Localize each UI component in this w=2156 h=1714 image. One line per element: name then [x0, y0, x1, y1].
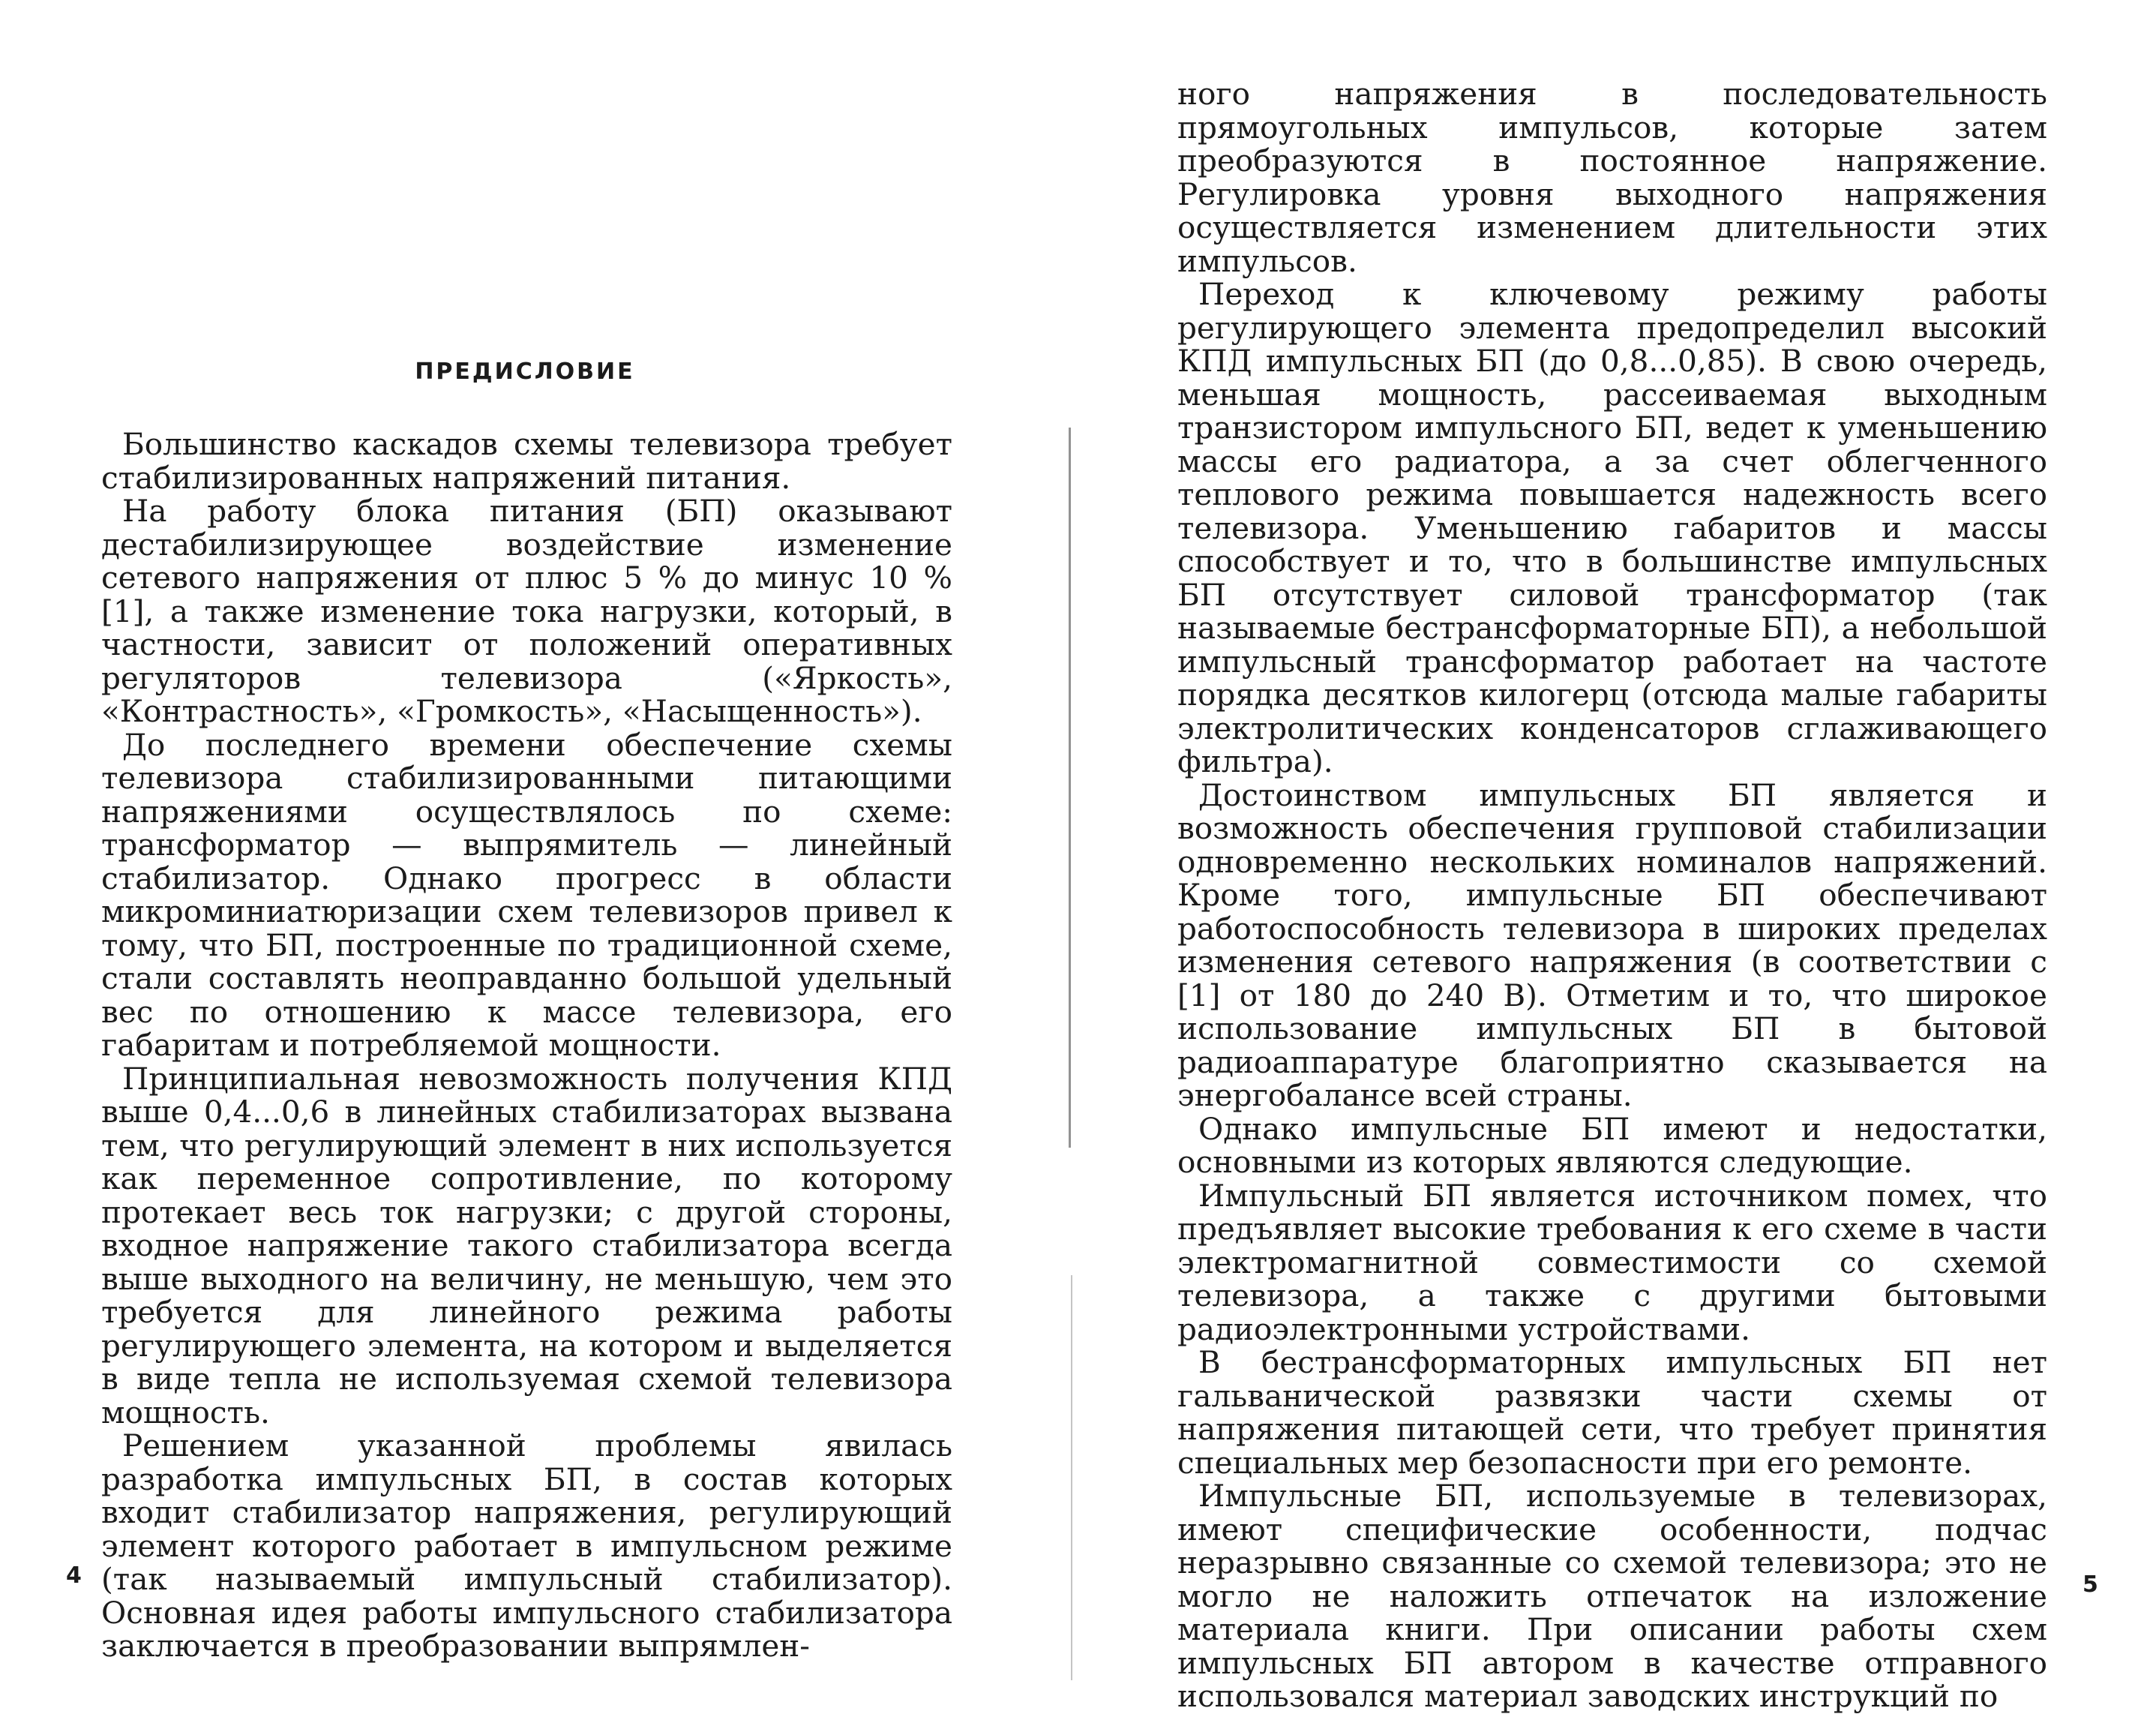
paragraph: ного напряжения в последовательность прямоугольных импульсов, которые затем преобразуются в постоянное напряжение. Регулировка уровня выходного напряжения осуществляется изменением длительности этих импульсов. [1177, 76, 2047, 279]
right-page-body [1177, 77, 2047, 1713]
paragraph: Импульсные БП, используемые в телевизорах, имеют специфические особенности, подчас неразрывно связанные со схемой телевизора; это не могло не наложить отпечаток на изложение материала книги. При описании работы схем импульсных БП автором в качестве отправного использовался материал заводских инструкций по [1177, 1478, 2047, 1714]
paragraph: Переход к ключевому режиму работы регулирующего элемента предопределил высокий КПД импульсных БП (до 0,8...0,85). В свою очередь, меньшая мощность, рассеиваемая выходным транзистором импульсного БП, ведет к уменьшению массы его радиатора, а за счет облегченного теплового режима повышается надежность всего телевизора. Уменьшению габаритов и массы способствует и то, что в большинстве импульсных БП отсутствует силовой трансформатор (так называемые бестрансформаторные БП), а небольшой импульсный трансформатор работает на частоте порядка десятков килогерц (отсюда малые габариты электролитических конденсаторов сглаживающего фильтра). [1177, 276, 2047, 779]
left-page [0, 0, 1057, 1680]
page-number-right: 5 [2083, 1571, 2098, 1598]
paragraph: Большинство каскадов схемы телевизора требует стабилизированных напряжений питания. [101, 426, 952, 496]
paragraph: На работу блока питания (БП) оказывают дестабилизирующее воздействие изменение сетевого напряжения от плюс 5 % до минус 10 % [1], а также изменение тока нагрузки, который, в частности, зависит от положений оперативных регуляторов телевизора («Яркость», «Контрастность», «Громкость», «Насыщенность»). [101, 493, 952, 729]
paragraph: До последнего времени обеспечение схемы телевизора стабилизированными питающими напряжениями осуществлялось по схеме: трансформатор — выпрямитель — линейный стабилизатор. Однако прогресс в области микроминиатюризации схем телевизоров привел к тому, что БП, построенные по традиционной схеме, стали составлять неоправданно большой удельный вес по отношению к массе телевизора, его габаритам и потребляемой мощности. [101, 726, 952, 1063]
page-number-left: 4 [66, 1562, 82, 1589]
page-title: ПРЕДИСЛОВИЕ [415, 359, 635, 385]
paragraph: Достоинством импульсных БП является и возможность обеспечения групповой стабилизации одновременно нескольких номиналов напряжений. Кроме того, импульсные БП обеспечивают работоспособность телевизора в широких пределах изменения сетевого напряжения (в соответствии с [1] от 180 до 240 В). Отметим и то, что широкое использование импульсных БП в бытовой радиоаппаратуре благоприятно сказывается на энергобалансе всей страны. [1177, 776, 2047, 1113]
paragraph: Импульсный БП является источником помех, что предъявляет высокие требования к его схеме в части электромагнитной совместимости со схемой телевизора, а также с другими бытовыми радиоэлектронными устройствами. [1177, 1177, 2047, 1347]
right-page [1080, 0, 2156, 1714]
paragraph: В бестрансформаторных импульсных БП нет гальванической развязки части схемы от напряжения питающей сети, что требует принятия специальных мер безопасности при его ремонте. [1177, 1344, 2047, 1481]
paragraph: Принципиальная невозможность получения КПД выше 0,4...0,6 в линейных стабилизаторах вызвана тем, что регулирующий элемент в них используется как переменное сопротивление, по которому протекает весь ток нагрузки; с другой стороны, входное напряжение такого стабилизатора всегда выше выходного на величину, не меньшую, чем это требуется для линейного режима работы регулирующего элемента, на котором и выделяется в виде тепла не используемая схемой телевизора мощность. [101, 1060, 952, 1430]
paragraph: Однако импульсные БП имеют и недостатки, основными из которых являются следующие. [1177, 1110, 2047, 1180]
gutter-divider [1069, 428, 1071, 1148]
gutter-divider [1071, 1275, 1072, 1680]
left-page-body [101, 428, 952, 1663]
paragraph: Решением указанной проблемы явилась разработка импульсных БП, в состав которых входит стабилизатор напряжения, регулирующий элемент которого работает в импульсном режиме (так называемый импульсный стабилизатор). Основная идея работы импульсного стабилизатора заключается в преобразовании выпрямлен- [101, 1427, 952, 1664]
